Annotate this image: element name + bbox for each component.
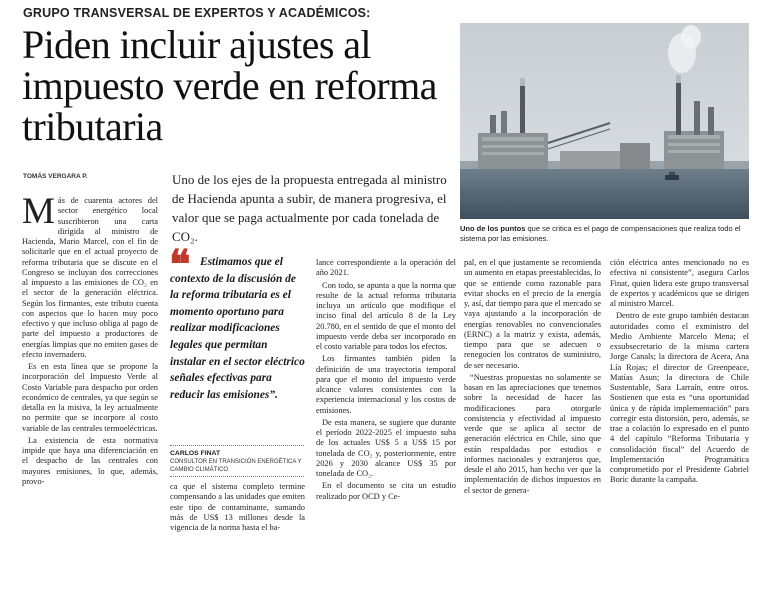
pull-quote-text: Estimamos que el contexto de la discusión de la reforma tributaria es el momento oportuno para realizar modificaciones legales que permitan instalar en el sector eléctrico señales efectivas para reducir las emisiones”. bbox=[170, 256, 305, 401]
power-plant-photo bbox=[460, 23, 749, 219]
quote-mark-icon: ❝ bbox=[169, 242, 191, 287]
paragraph: ción eléctrica antes mencionado no es efectiva ni consistente”, asegura Carlos Finat, quien lidera este grupo transversal de expertos y académicos que se dirigen al ministro Marcel. bbox=[610, 258, 749, 308]
quote-author: CARLOS FINAT bbox=[170, 450, 221, 457]
article-column-2 bbox=[170, 482, 305, 535]
paragraph: La existencia de esta normativa impide que haya una diferenciación en el despacho de las centrales con mayores emisiones, lo que, además, provo- bbox=[22, 435, 158, 486]
quote-divider bbox=[170, 476, 304, 477]
article-column-4 bbox=[464, 258, 601, 498]
dropcap: M bbox=[22, 191, 55, 232]
paragraph: En el documento se cita un estudio realizado por OCD y Ce- bbox=[316, 481, 456, 501]
paragraph-text: ás de cuarenta actores del sector energético local suscribieron una carta dirigida al ministro de Hacienda, Mario Marcel, con el fin de solicitarle que en el actual proyecto de reforma tributaria que se discute en el Congreso se incluyan dos correcciones al impuesto a las emisiones de CO₂ en el sector de la generación eléctrica. Según los firmantes, este tributo cuenta con aspectos que lo hacen muy poco efectivo y que incluso obliga al pago de parte del impuesto a productores de energías limpias que no emiten gases de efecto invernadero. bbox=[22, 196, 158, 359]
paragraph bbox=[22, 191, 158, 360]
photo-caption-lead: Uno de los puntos bbox=[460, 224, 526, 233]
article-deck: Uno de los ejes de la propuesta entregada al ministro de Hacienda apunta a subir, de manera progresiva, el valor que se paga actualmente por cada tonelada de CO₂. bbox=[172, 172, 447, 244]
article-column-5 bbox=[610, 258, 749, 488]
photo-caption-text: que se critica es el pago de compensaciones que realiza todo el sistema por las emisiones. bbox=[460, 224, 741, 243]
article-column-3 bbox=[316, 258, 456, 504]
paragraph: “Nuestras propuestas no solamente se basan en las apreciaciones que tenemos sobre la necesidad de hacer las modificaciones para otorgarle consistencia y efectividad al impuesto verde que se aplica al sector de generación eléctrica en Chile, sino que están respaldadas por estudios e informes nacionales y extranjeros que, desde el año 2015, han hecho ver que la implementación de dichos impuestos en el sector de genera- bbox=[464, 372, 601, 495]
paragraph: Los firmantes también piden la definición de una trayectoria temporal para que el monto del impuesto verde alcance valores consistentes con la experiencia internacional y los costos de emisiones. bbox=[316, 354, 456, 415]
paragraph: ca que el sistema completo termine compensando a las unidades que emiten este tipo de contaminante, sumando más de US$ 13 millones desde la vigencia de la norma hasta el ba- bbox=[170, 482, 305, 532]
paragraph: Es en esta línea que se propone la incorporación del Impuesto Verde al Costo Variable para despacho por orden económico de centrales, ya que según se detalla en la misiva, la ley actualmente no permite que se incorpore al costo variable de las centrales termoeléctricas. bbox=[22, 362, 158, 433]
quote-author-role: CONSULTOR EN TRANSICIÓN ENERGÉTICA Y CAMBIO CLIMÁTICO bbox=[170, 459, 302, 473]
article-headline: Piden incluir ajustes al impuesto verde en reforma tributaria bbox=[22, 22, 437, 149]
article-byline: TOMÁS VERGARA P. bbox=[23, 173, 88, 180]
photo-caption bbox=[460, 224, 749, 244]
paragraph: Con todo, se apunta a que la norma que resulte de la actual reforma tributaria incluya un artículo que modifique el inciso final del artículo 8 de la Ley 20.780, en el sentido de que el monto del impuesto verde deba ser incorporado en el costo variable para todos los efectos. bbox=[316, 280, 456, 351]
quote-divider bbox=[170, 445, 304, 446]
paragraph: lance correspondiente a la operación del año 2021. bbox=[316, 258, 456, 278]
article-kicker: GRUPO TRANSVERSAL DE EXPERTOS Y ACADÉMICOS: bbox=[23, 6, 371, 20]
paragraph: pal, en el que justamente se recomienda un aumento en etapas preestablecidas, lo que se entiende como razonable para evitar shocks en el precio de la energía y, así, dar tiempo para que el mercado se vaya ajustando a la incorporación de energías renovables no convencionales (ERNC) a la matriz y exista, además, tiempo para que se adecuen o renegocien los contratos de suministro, de ser necesario. bbox=[464, 258, 601, 370]
pull-quote bbox=[170, 254, 306, 403]
article-column-1 bbox=[22, 191, 158, 489]
paragraph: Dentro de este grupo también destacan autoridades como el exministro del Medio Ambiente Marcelo Mena; el exsubsecretario de la misma cartera Jorge Canals; la directora de Acera, Ana Lía Rojas; el director de Greenpeace, Matías Asun; la directora de Chile Sustentable, Sara Larraín, entre otros. Sostienen que esta es “una oportunidad única y de rápida implementación” para corregir esta distorsión, pero, además, se trae a colación lo expresado en el punto 4 del capítulo “Reforma Tributaria y consolidación fiscal” del Acuerdo de Implementación Programática comprometido por el Presidente Gabriel Boric durante la campaña. bbox=[610, 311, 749, 485]
paragraph: De esta manera, se sugiere que durante el período 2022-2025 el impuesto suba de los actuales US$ 5 a US$ 15 por tonelada de CO₂ y, posteriormente, entre 2026 y 2030 alcance US$ 35 por tonelada de CO₂. bbox=[316, 417, 456, 478]
